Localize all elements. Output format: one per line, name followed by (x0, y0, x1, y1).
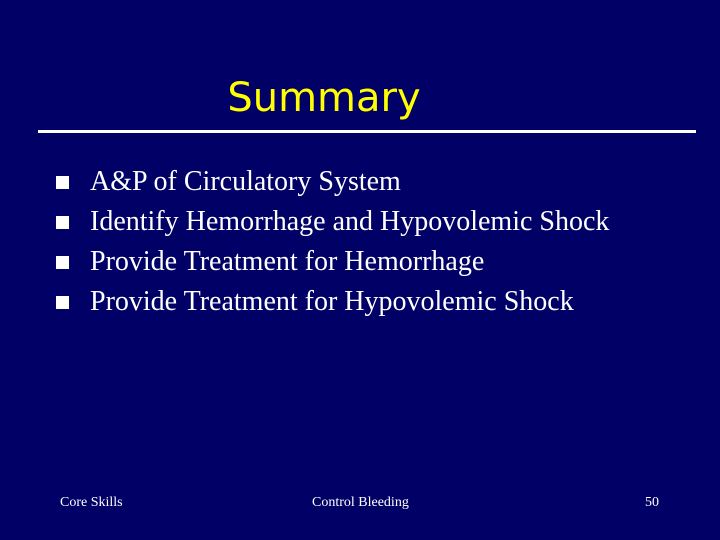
bullet-item (56, 162, 676, 202)
square-bullet-icon (56, 256, 69, 269)
title-divider (38, 130, 696, 133)
bullet-list (56, 162, 676, 322)
square-bullet-icon (56, 216, 69, 229)
bullet-text: Provide Treatment for Hemorrhage (90, 246, 485, 277)
footer-course-name: Core Skills (60, 495, 123, 510)
bullet-text: A&P of Circulatory System (90, 166, 401, 197)
bullet-text: Identify Hemorrhage and Hypovolemic Shock (90, 206, 610, 237)
bullet-item (56, 242, 676, 282)
square-bullet-icon (56, 176, 69, 189)
page-number: 50 (645, 495, 659, 510)
bullet-text: Provide Treatment for Hypovolemic Shock (90, 286, 574, 317)
bullet-item (56, 202, 676, 242)
slide-title: Summary (227, 75, 421, 121)
square-bullet-icon (56, 296, 69, 309)
footer-topic: Control Bleeding (312, 495, 409, 510)
bullet-item (56, 282, 676, 322)
